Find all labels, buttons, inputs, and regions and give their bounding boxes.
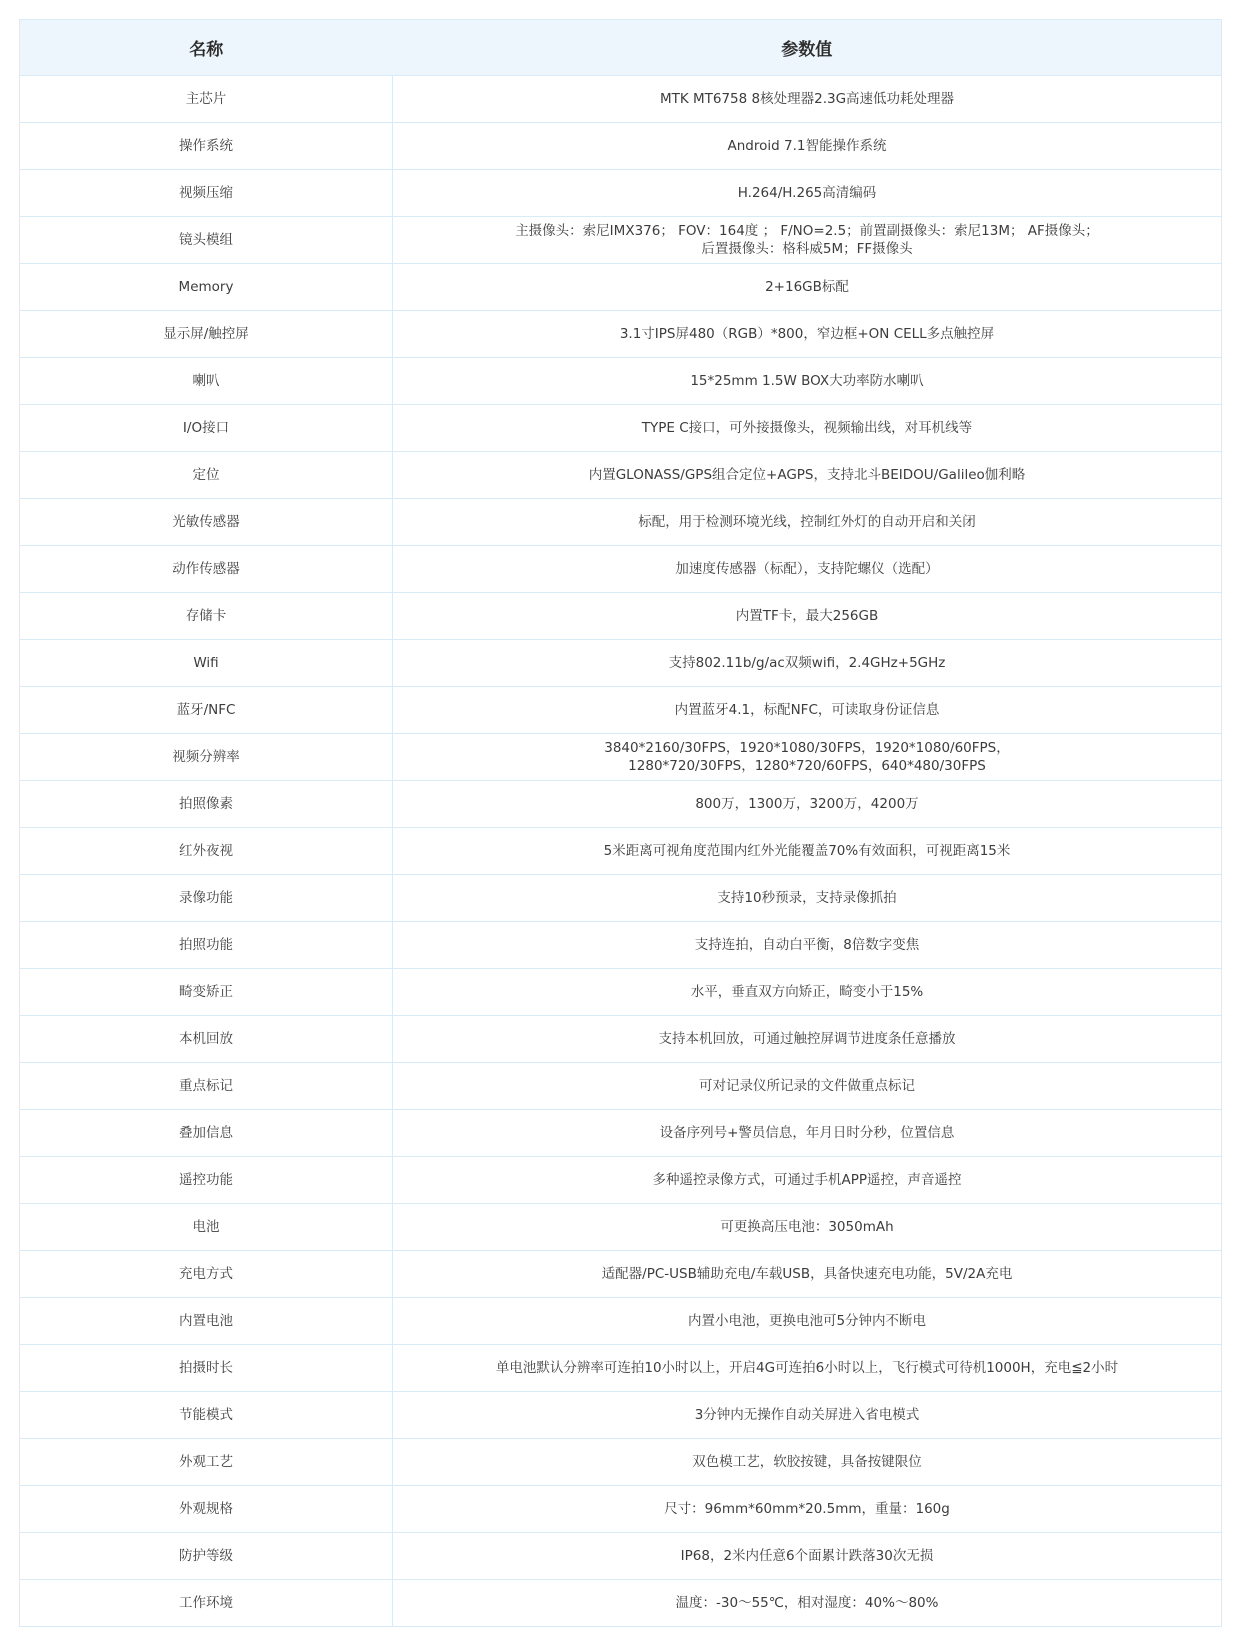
param-name-cell: 镜头模组	[20, 217, 393, 264]
param-name-cell: 重点标记	[20, 1063, 393, 1110]
param-name-cell: 外观规格	[20, 1486, 393, 1533]
table-row	[20, 1439, 1222, 1486]
param-value-cell: 设备序列号+警员信息，年月日时分秒，位置信息	[393, 1110, 1222, 1157]
table-row	[20, 1016, 1222, 1063]
param-value-cell: 支持连拍，自动白平衡，8倍数字变焦	[393, 922, 1222, 969]
column-header-value: 参数值	[393, 20, 1222, 76]
param-value-cell: 加速度传感器（标配），支持陀螺仪（选配）	[393, 546, 1222, 593]
param-name-cell: 工作环境	[20, 1580, 393, 1627]
param-value-cell: 可更换高压电池：3050mAh	[393, 1204, 1222, 1251]
param-name-cell: 显示屏/触控屏	[20, 311, 393, 358]
param-value-cell: 温度：-30～55℃，相对湿度：40%～80%	[393, 1580, 1222, 1627]
param-name-cell: 畸变矫正	[20, 969, 393, 1016]
table-row	[20, 1298, 1222, 1345]
param-value-cell: 800万，1300万，3200万，4200万	[393, 781, 1222, 828]
param-name-cell: 视频分辨率	[20, 734, 393, 781]
param-name-cell: 内置电池	[20, 1298, 393, 1345]
param-name-cell: 视频压缩	[20, 170, 393, 217]
param-value-cell: IP68，2米内任意6个面累计跌落30次无损	[393, 1533, 1222, 1580]
table-row	[20, 311, 1222, 358]
table-row	[20, 969, 1222, 1016]
table-row	[20, 546, 1222, 593]
param-name-cell: Wifi	[20, 640, 393, 687]
table-row	[20, 875, 1222, 922]
table-row	[20, 1251, 1222, 1298]
param-value-cell: 内置小电池，更换电池可5分钟内不断电	[393, 1298, 1222, 1345]
param-value-cell: 内置TF卡，最大256GB	[393, 593, 1222, 640]
param-name-cell: 充电方式	[20, 1251, 393, 1298]
column-header-name: 名称	[20, 20, 393, 76]
param-value-cell: 内置GLONASS/GPS组合定位+AGPS，支持北斗BEIDOU/Galileo伽利略	[393, 452, 1222, 499]
table-row	[20, 1157, 1222, 1204]
param-value-cell: 水平，垂直双方向矫正，畸变小于15%	[393, 969, 1222, 1016]
table-row	[20, 1110, 1222, 1157]
param-value-cell: 3分钟内无操作自动关屏进入省电模式	[393, 1392, 1222, 1439]
param-value-cell: 内置蓝牙4.1，标配NFC，可读取身份证信息	[393, 687, 1222, 734]
param-value-cell: 15*25mm 1.5W BOX大功率防水喇叭	[393, 358, 1222, 405]
param-value-cell: 双色模工艺，软胶按键，具备按键限位	[393, 1439, 1222, 1486]
table-row	[20, 499, 1222, 546]
table-row	[20, 452, 1222, 499]
param-value-cell: H.264/H.265高清编码	[393, 170, 1222, 217]
param-name-cell: 拍照像素	[20, 781, 393, 828]
param-value-cell: Android 7.1智能操作系统	[393, 123, 1222, 170]
param-value-cell: 主摄像头：索尼IMX376； FOV：164度 ； F/NO=2.5；前置副摄像头：索尼13M； AF摄像头； 后置摄像头：格科威5M；FF摄像头	[393, 217, 1222, 264]
table-row	[20, 1533, 1222, 1580]
param-name-cell: 蓝牙/NFC	[20, 687, 393, 734]
table-row	[20, 1486, 1222, 1533]
param-name-cell: 定位	[20, 452, 393, 499]
param-name-cell: 拍摄时长	[20, 1345, 393, 1392]
param-name-cell: Memory	[20, 264, 393, 311]
param-value-cell: 单电池默认分辨率可连拍10小时以上，开启4G可连拍6小时以上，飞行模式可待机1000H，充电≦2小时	[393, 1345, 1222, 1392]
param-value-cell: 适配器/PC-USB辅助充电/车载USB，具备快速充电功能，5V/2A充电	[393, 1251, 1222, 1298]
table-row	[20, 264, 1222, 311]
table-row	[20, 640, 1222, 687]
param-name-cell: 遥控功能	[20, 1157, 393, 1204]
param-name-cell: 录像功能	[20, 875, 393, 922]
param-name-cell: 叠加信息	[20, 1110, 393, 1157]
param-value-cell: 可对记录仪所记录的文件做重点标记	[393, 1063, 1222, 1110]
param-name-cell: 动作传感器	[20, 546, 393, 593]
table-row	[20, 593, 1222, 640]
param-value-cell: 2+16GB标配	[393, 264, 1222, 311]
param-name-cell: 本机回放	[20, 1016, 393, 1063]
param-value-cell: TYPE C接口，可外接摄像头，视频输出线，对耳机线等	[393, 405, 1222, 452]
param-name-cell: 防护等级	[20, 1533, 393, 1580]
param-name-cell: 存储卡	[20, 593, 393, 640]
param-value-cell: 支持802.11b/g/ac双频wifi，2.4GHz+5GHz	[393, 640, 1222, 687]
param-name-cell: 外观工艺	[20, 1439, 393, 1486]
param-value-cell: 3.1寸IPS屏480（RGB）*800，窄边框+ON CELL多点触控屏	[393, 311, 1222, 358]
param-value-cell: 3840*2160/30FPS，1920*1080/30FPS，1920*1080/60FPS， 1280*720/30FPS，1280*720/60FPS，640*480/30FPS	[393, 734, 1222, 781]
param-value-cell: 支持本机回放，可通过触控屏调节进度条任意播放	[393, 1016, 1222, 1063]
param-name-cell: 红外夜视	[20, 828, 393, 875]
table-body	[20, 76, 1222, 1627]
param-name-cell: 电池	[20, 1204, 393, 1251]
table-row	[20, 1204, 1222, 1251]
header-row	[20, 20, 1222, 76]
table-row	[20, 1063, 1222, 1110]
table-row	[20, 405, 1222, 452]
table-row	[20, 922, 1222, 969]
param-name-cell: 光敏传感器	[20, 499, 393, 546]
table-row	[20, 170, 1222, 217]
param-name-cell: 喇叭	[20, 358, 393, 405]
table-row	[20, 1392, 1222, 1439]
param-value-cell: MTK MT6758 8核处理器2.3G高速低功耗处理器	[393, 76, 1222, 123]
param-value-cell: 支持10秒预录，支持录像抓拍	[393, 875, 1222, 922]
table-row	[20, 123, 1222, 170]
table-row	[20, 1580, 1222, 1627]
table-row	[20, 734, 1222, 781]
table-row	[20, 781, 1222, 828]
table-row	[20, 828, 1222, 875]
param-name-cell: 操作系统	[20, 123, 393, 170]
table-row	[20, 687, 1222, 734]
spec-table-container	[19, 19, 1221, 1627]
param-value-cell: 5米距离可视角度范围内红外光能覆盖70%有效面积，可视距离15米	[393, 828, 1222, 875]
table-row	[20, 76, 1222, 123]
table-row	[20, 358, 1222, 405]
param-name-cell: I/O接口	[20, 405, 393, 452]
spec-table	[19, 19, 1222, 1627]
param-name-cell: 拍照功能	[20, 922, 393, 969]
table-row	[20, 1345, 1222, 1392]
table-row	[20, 217, 1222, 264]
param-name-cell: 主芯片	[20, 76, 393, 123]
param-value-cell: 标配，用于检测环境光线，控制红外灯的自动开启和关闭	[393, 499, 1222, 546]
param-value-cell: 尺寸：96mm*60mm*20.5mm，重量：160g	[393, 1486, 1222, 1533]
param-name-cell: 节能模式	[20, 1392, 393, 1439]
table-header	[20, 20, 1222, 76]
param-value-cell: 多种遥控录像方式，可通过手机APP遥控，声音遥控	[393, 1157, 1222, 1204]
